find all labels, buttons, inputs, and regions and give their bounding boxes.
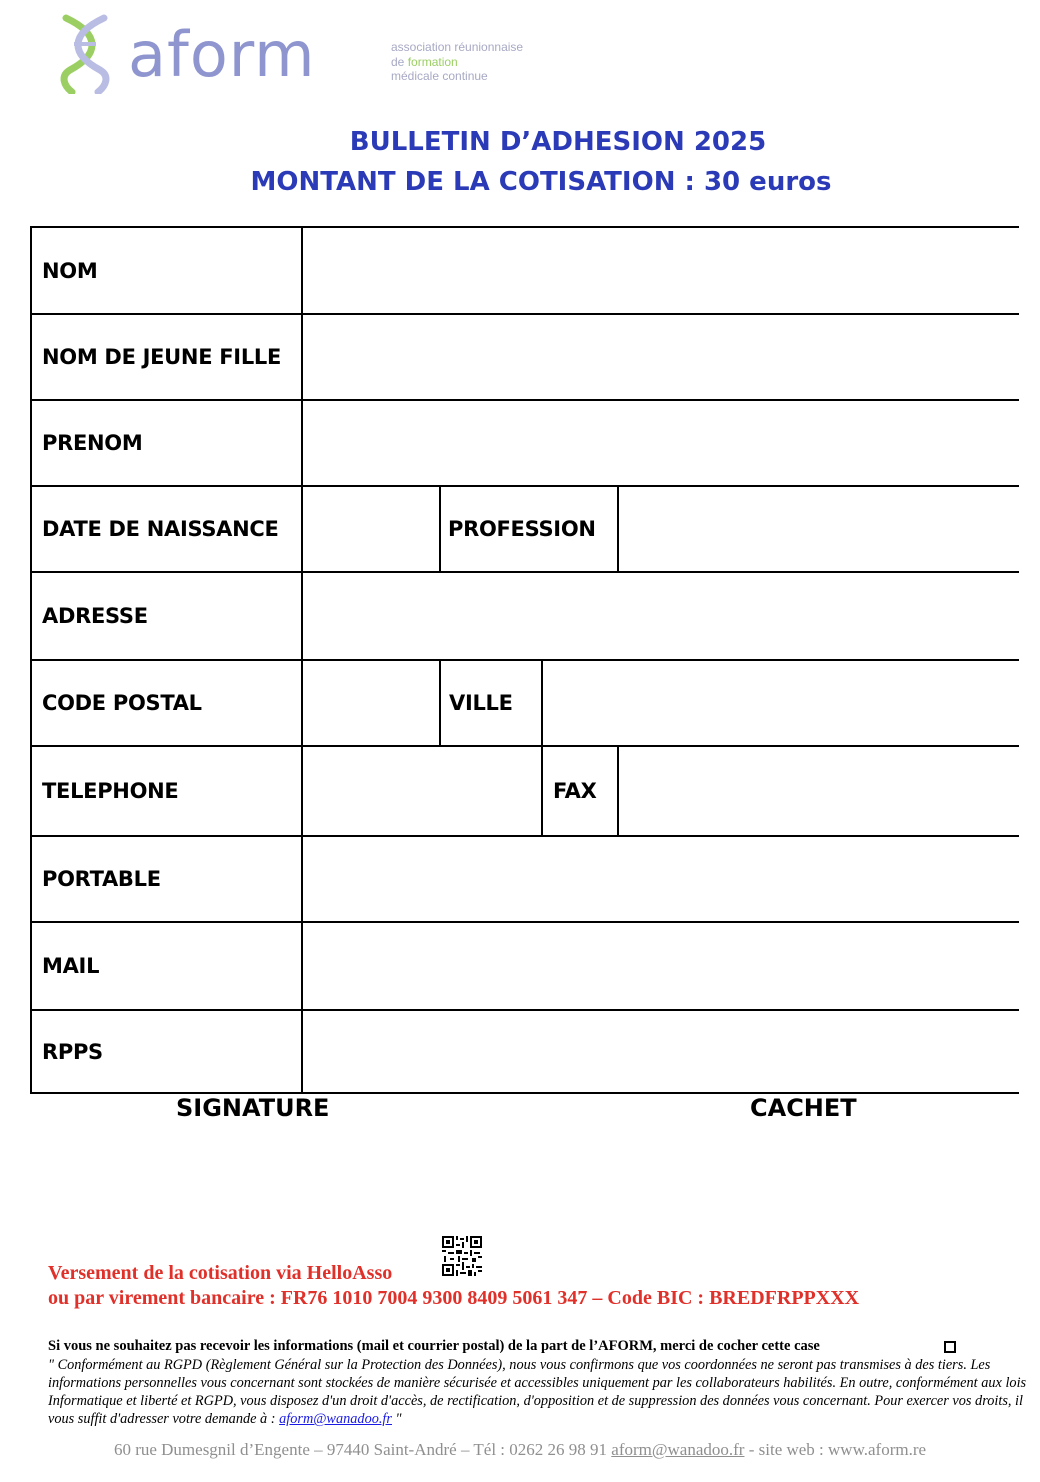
label-rpps: RPPS [32, 1011, 303, 1092]
rgpd-notice: " Conformément au RGPD (Règlement Général sur la Protection des Données), nous vous confirmons que vos coordonnées ne seront pas transmises à des tiers. Les informations personnelles vous concernant sont stockées de manière sécurisée et accessibles uniquement par les collaborateurs habilités. En outre, conformément aux lois Informatique et liberté et RGPD, vous disposez d'un droit d'accès, de rectification, d'opposition et de suppression des données vous concernant. Pour exercer vos droits, il vous suffit d'adresser votre demande à : aform@wanadoo.fr " [48, 1357, 1027, 1427]
field-date-naissance[interactable] [303, 487, 441, 573]
field-adresse[interactable] [303, 573, 1019, 661]
label-code-postal: CODE POSTAL [32, 661, 303, 747]
rgpd-email-link[interactable]: aform@wanadoo.fr [279, 1411, 392, 1427]
title-bulletin: BULLETIN D’ADHESION 2025 [349, 127, 767, 157]
footer-email-link[interactable]: aform@wanadoo.fr [611, 1440, 745, 1459]
rgpd-optout-text: Si vous ne souhaitez pas recevoir les informations (mail et courrier postal) de la part de l’AFORM, merci de cocher cette case [48, 1338, 820, 1354]
label-profession: PROFESSION [441, 487, 619, 573]
field-prenom[interactable] [303, 401, 1019, 487]
field-nom-jeune-fille[interactable] [303, 315, 1019, 401]
footer-address: 60 rue Dumesgnil d’Engente – 97440 Saint-André – Tél : 0262 26 98 91 aform@wanadoo.fr - site web : www.aform.re [113, 1440, 927, 1459]
label-adresse: ADRESSE [32, 573, 303, 661]
membership-form [30, 226, 1019, 1094]
label-nom-jeune-fille: NOM DE JEUNE FILLE [32, 315, 303, 401]
logo-wordmark: aform [128, 18, 316, 91]
label-date-naissance: DATE DE NAISSANCE [32, 487, 303, 573]
field-mail[interactable] [303, 923, 1019, 1011]
field-ville[interactable] [543, 661, 1019, 747]
signature-label: SIGNATURE [176, 1094, 330, 1122]
dna-helix-icon [60, 14, 116, 94]
logo-tagline: association réunionnaise de formation médicale continue [391, 40, 524, 83]
document-title [0, 122, 1040, 202]
aform-logo [60, 14, 560, 98]
payment-info [48, 1261, 859, 1311]
label-telephone: TELEPHONE [32, 747, 303, 837]
field-code-postal[interactable] [303, 661, 441, 747]
field-fax[interactable] [619, 747, 1019, 837]
payment-helloasso: Versement de la cotisation via HelloAsso [48, 1262, 393, 1284]
field-telephone[interactable] [303, 747, 543, 837]
label-ville: VILLE [441, 661, 543, 747]
title-cotisation: MONTANT DE LA COTISATION : 30 euros [250, 167, 832, 197]
field-profession[interactable] [619, 487, 1019, 573]
label-nom: NOM [32, 228, 303, 315]
field-rpps[interactable] [303, 1011, 1019, 1092]
field-portable[interactable] [303, 837, 1019, 923]
payment-iban: ou par virement bancaire : FR76 1010 7004 9300 8409 5061 347 – Code BIC : BREDFRPPXXX [48, 1287, 860, 1309]
label-prenom: PRENOM [32, 401, 303, 487]
field-nom[interactable] [303, 228, 1019, 315]
optout-checkbox[interactable] [944, 1341, 956, 1353]
label-fax: FAX [543, 747, 619, 837]
label-portable: PORTABLE [32, 837, 303, 923]
cachet-label: CACHET [750, 1094, 857, 1122]
label-mail: MAIL [32, 923, 303, 1011]
